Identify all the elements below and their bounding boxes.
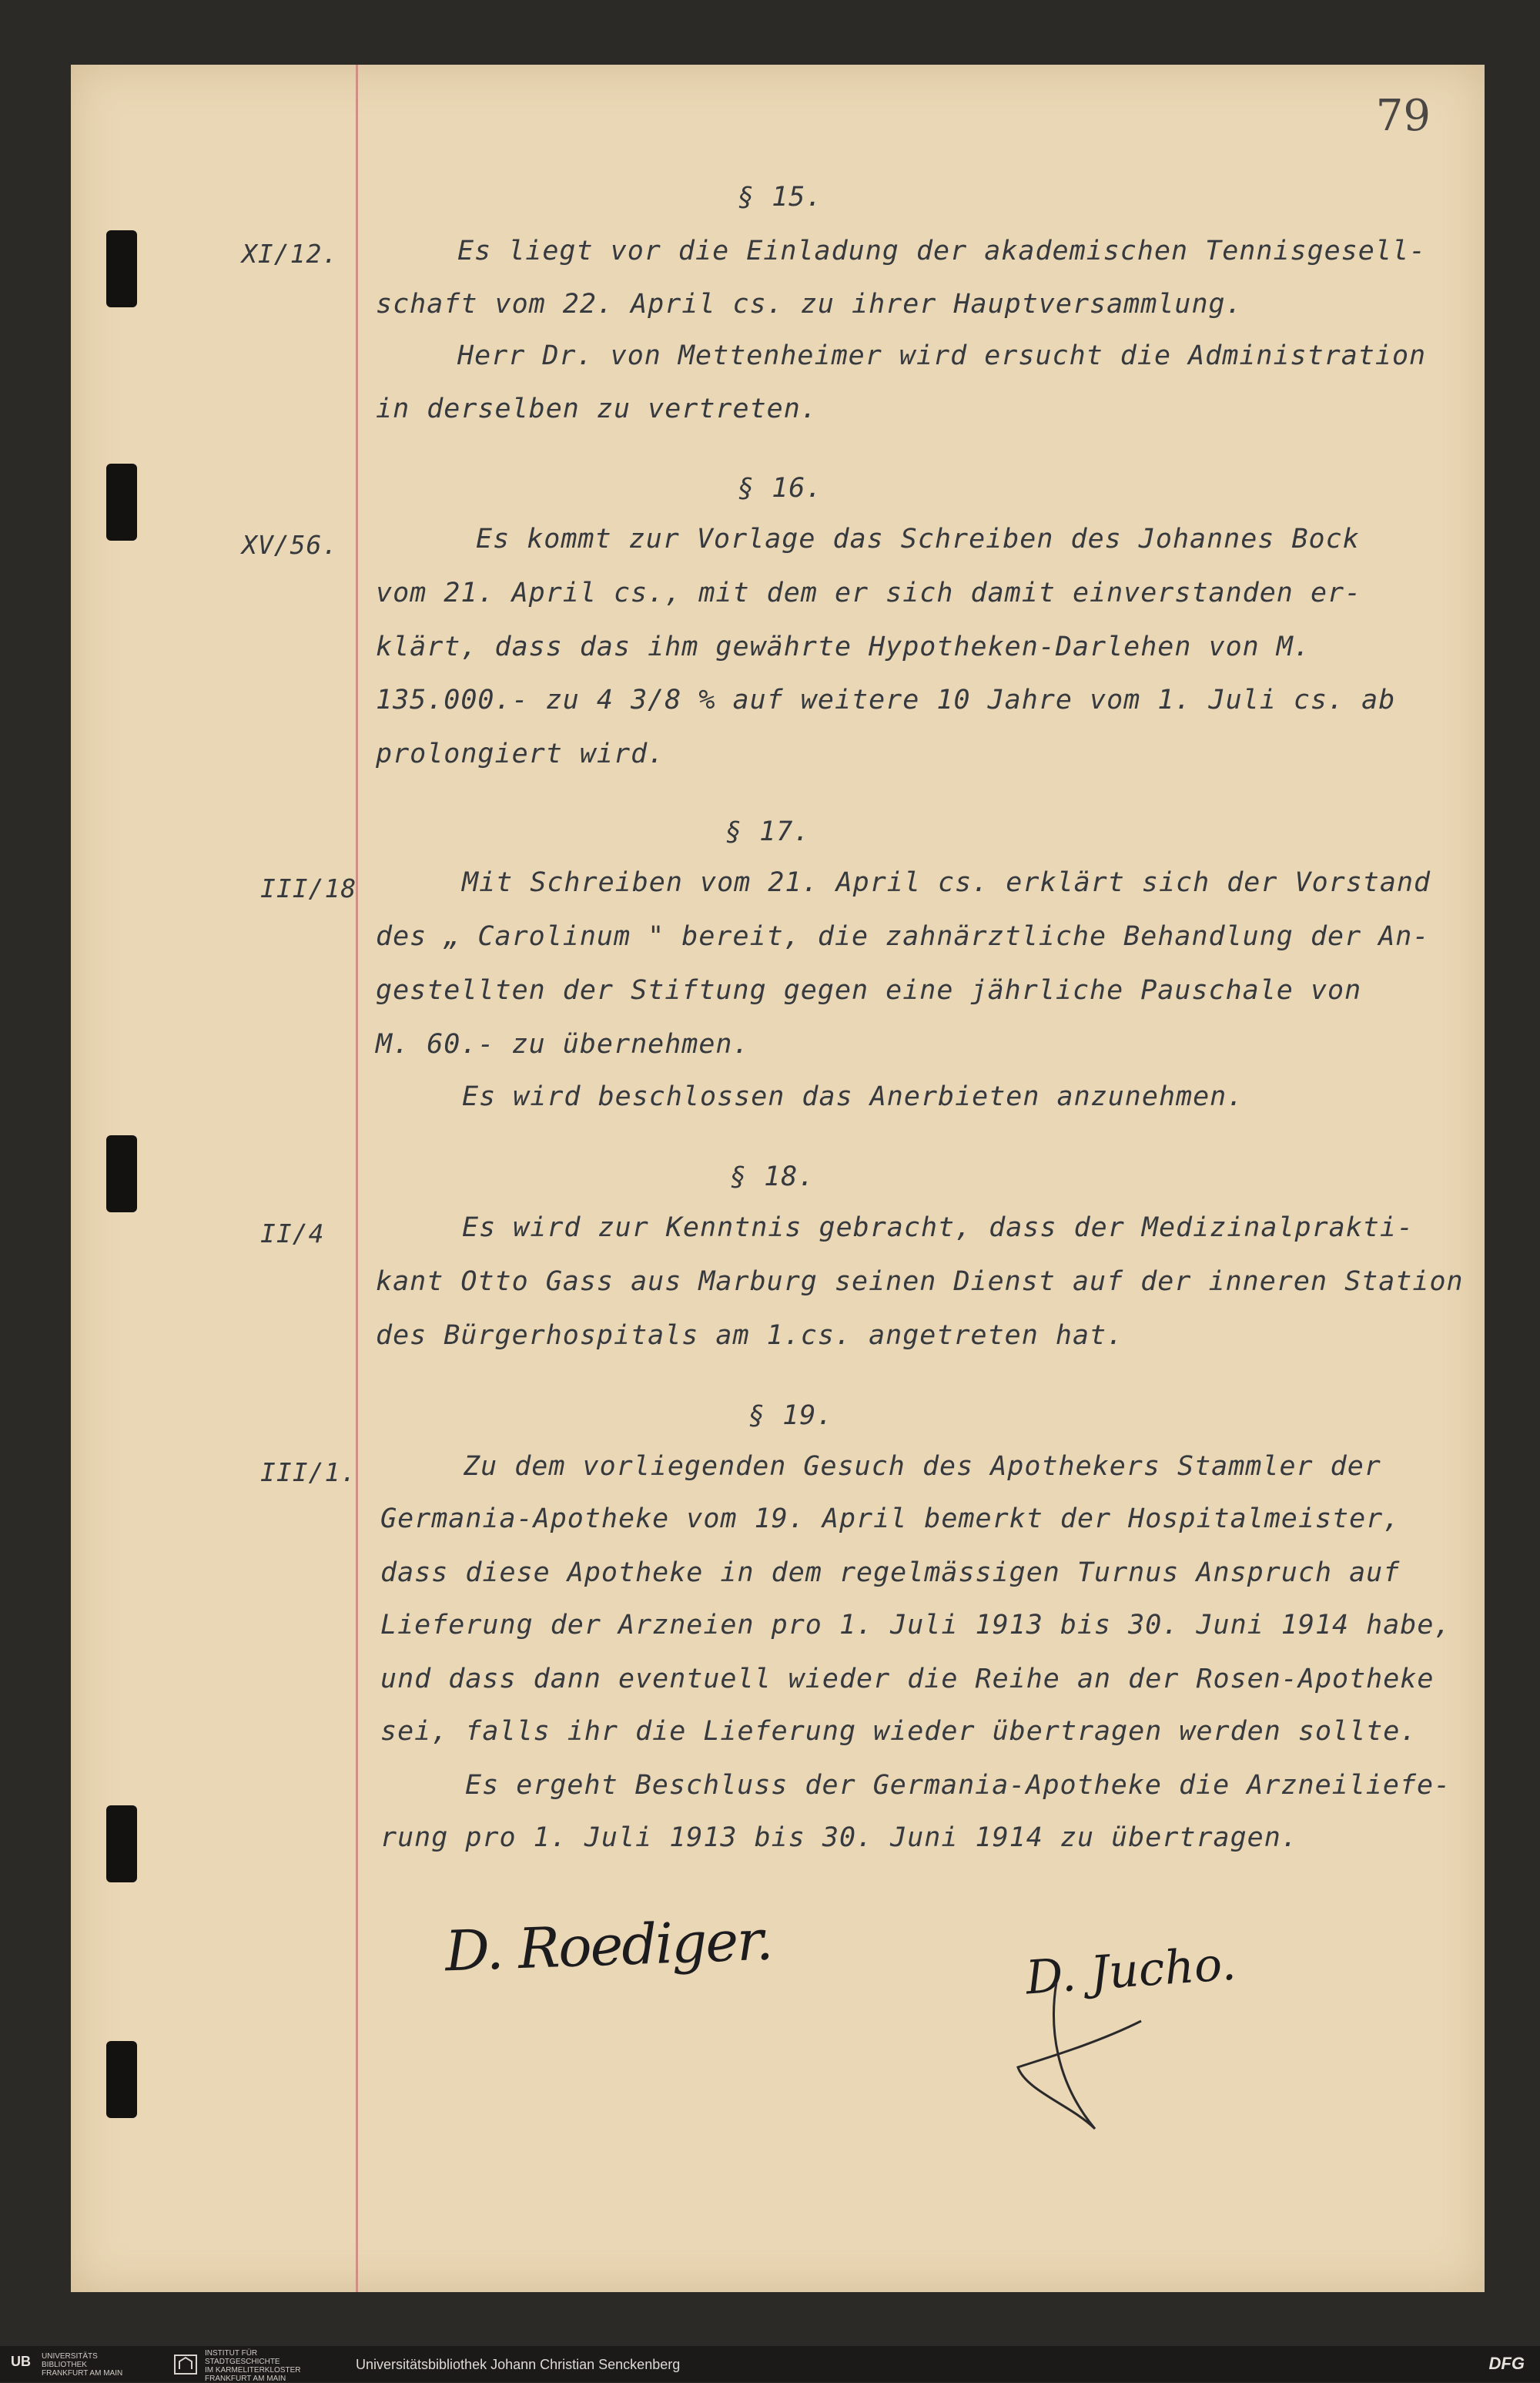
file-reference: II/4: [260, 1218, 325, 1248]
text-line: vom 21. April cs., mit dem er sich damit einverstanden er-: [376, 578, 1362, 608]
text-line: Herr Dr. von Mettenheimer wird ersucht die Administration: [457, 340, 1427, 371]
signature-left: D. Roediger.: [444, 1907, 773, 1984]
text-line: Es kommt zur Vorlage das Schreiben des Johannes Bock: [476, 524, 1360, 555]
ub-logo: UB: [11, 2354, 31, 2369]
section-heading: § 18.: [730, 1161, 815, 1192]
file-reference: XV/56.: [242, 530, 339, 560]
section-heading: § 19.: [748, 1400, 834, 1431]
binder-hole-mark: [106, 1135, 137, 1212]
institute-logo-text: INSTITUT FÜR STADTGESCHICHTE IM KARMELITERKLOSTER FRANKFURT AM MAIN: [205, 2349, 301, 2383]
binder-hole-mark: [106, 2041, 137, 2118]
binder-hole-mark: [106, 230, 137, 307]
text-line: klärt, dass das ihm gewährte Hypotheken-Darlehen von M.: [376, 632, 1311, 662]
ub-logo-text: UNIVERSITÄTS BIBLIOTHEK FRANKFURT AM MAIN: [42, 2352, 123, 2378]
text-line: Lieferung der Arzneien pro 1. Juli 1913 bis 30. Juni 1914 habe,: [380, 1610, 1451, 1641]
document-page: [71, 65, 1485, 2292]
margin-line: [356, 65, 358, 2292]
binder-hole-mark: [106, 464, 137, 541]
text-line: und dass dann eventuell wieder die Reihe an der Rosen-Apotheke: [380, 1664, 1435, 1694]
text-line: M. 60.- zu übernehmen.: [376, 1029, 750, 1060]
text-line: prolongiert wird.: [376, 739, 665, 769]
page-number: 79: [1375, 91, 1431, 141]
section-heading: § 16.: [738, 473, 823, 504]
text-line: gestellten der Stiftung gegen eine jährliche Pauschale von: [376, 975, 1362, 1006]
text-line: schaft vom 22. April cs. zu ihrer Hauptversammlung.: [376, 289, 1243, 320]
text-line: des Bürgerhospitals am 1.cs. angetreten hat.: [376, 1320, 1124, 1351]
text-line: in derselben zu vertreten.: [376, 394, 818, 424]
signature-right: D. Jucho.: [1023, 1936, 1238, 2006]
text-line: des „ Carolinum " bereit, die zahnärztliche Behandlung der An-: [376, 921, 1430, 952]
text-line: sei, falls ihr die Lieferung wieder übertragen werden sollte.: [380, 1716, 1418, 1747]
text-line: dass diese Apotheke in dem regelmässigen Turnus Anspruch auf: [380, 1557, 1401, 1588]
text-line: rung pro 1. Juli 1913 bis 30. Juni 1914 zu übertragen.: [380, 1822, 1298, 1853]
file-reference: XI/12.: [242, 239, 339, 269]
library-name: Universitätsbibliothek Johann Christian Senckenberg: [356, 2357, 681, 2372]
text-line: Mit Schreiben vom 21. April cs. erklärt sich der Vorstand: [462, 867, 1431, 898]
file-reference: III/1.: [260, 1457, 357, 1487]
section-heading: § 15.: [738, 182, 823, 213]
text-line: Zu dem vorliegenden Gesuch des Apothekers Stammler der: [464, 1451, 1381, 1482]
signature-flourish: [1010, 1975, 1149, 2137]
file-reference: III/18: [260, 873, 357, 903]
text-line: Germania-Apotheke vom 19. April bemerkt der Hospitalmeister,: [380, 1503, 1401, 1534]
text-line: kant Otto Gass aus Marburg seinen Dienst auf der inneren Station: [376, 1266, 1464, 1297]
text-line: 135.000.- zu 4 3/8 % auf weitere 10 Jahre vom 1. Juli cs. ab: [376, 685, 1396, 716]
text-line: Es liegt vor die Einladung der akademischen Tennisgesell-: [457, 236, 1427, 266]
section-heading: § 17.: [725, 816, 811, 847]
text-line: Es ergeht Beschluss der Germania-Apotheke die Arzneiliefe-: [465, 1770, 1451, 1801]
text-line: Es wird zur Kenntnis gebracht, dass der Medizinalprakti-: [462, 1212, 1414, 1243]
footer-bar: [0, 2346, 1540, 2382]
institute-logo-icon: [172, 2352, 199, 2377]
dfg-logo: DFG: [1488, 2354, 1525, 2373]
text-line: Es wird beschlossen das Anerbieten anzunehmen.: [462, 1081, 1244, 1112]
binder-hole-mark: [106, 1805, 137, 1882]
